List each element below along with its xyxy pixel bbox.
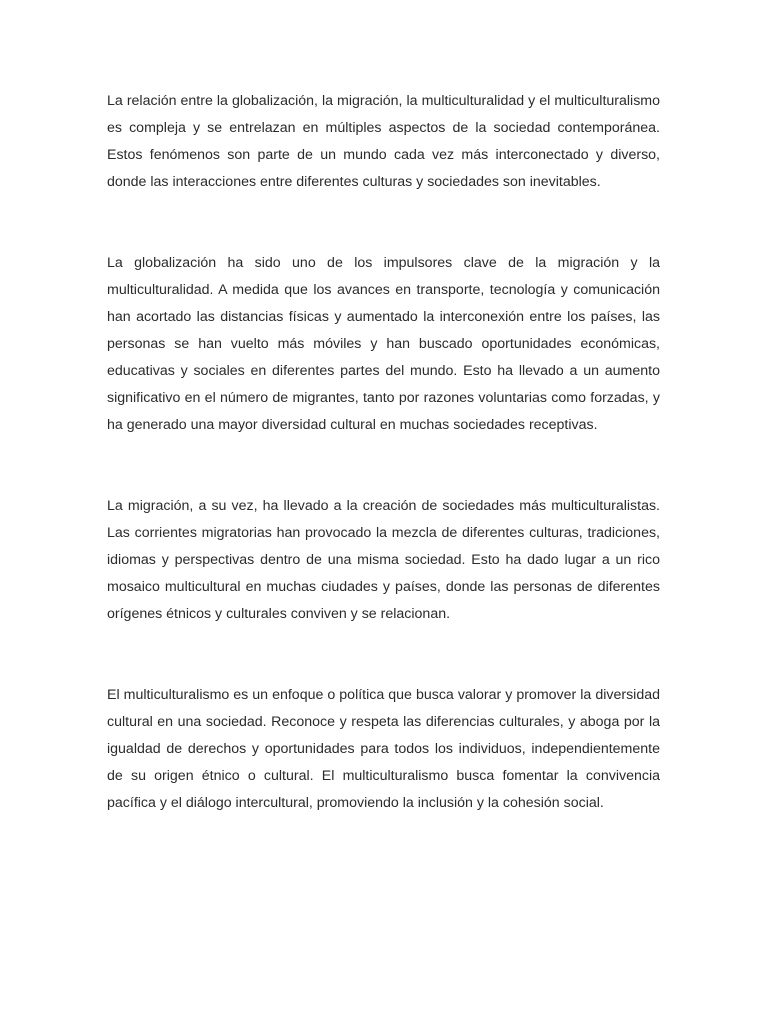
paragraph-multiculturalism-definition: El multiculturalismo es un enfoque o política que busca valorar y promover la diversidad cultural en una sociedad. Reconoce y respeta las diferencias culturales, y aboga por la igualdad de derechos y oportunidades para todos los individuos, independientemente de su origen étnico o cultural. El multiculturalismo busca fomentar la convivencia pacífica y el diálogo intercultural, promoviendo la inclusión y la cohesión social. (107, 687, 660, 811)
paragraph-globalization-intro: La relación entre la globalización, la migración, la multiculturalidad y el multiculturalismo es compleja y se entrelazan en múltiples aspectos de la sociedad contemporánea. Estos fenómenos son parte de un mundo cada vez más interconectado y diverso, donde las interacciones entre diferentes culturas y sociedades son inevitables. (107, 93, 660, 190)
paragraph-globalization-migration: La globalización ha sido uno de los impulsores clave de la migración y la multiculturalidad. A medida que los avances en transporte, tecnología y comunicación han acortado las distancias físicas y aumentado la interconexión entre los países, las personas se han vuelto más móviles y han buscado oportunidades económicas, educativas y sociales en diferentes partes del mundo. Esto ha llevado a un aumento significativo en el número de migrantes, tanto por razones voluntarias como forzadas, y ha generado una mayor diversidad cultural en muchas sociedades receptivas. (107, 255, 660, 433)
paragraph-migration-multiculturalism: La migración, a su vez, ha llevado a la creación de sociedades más multiculturalistas. Las corrientes migratorias han provocado la mezcla de diferentes culturas, tradiciones, idiomas y perspectivas dentro de una misma sociedad. Esto ha dado lugar a un rico mosaico multicultural en muchas ciudades y países, donde las personas de diferentes orígenes étnicos y culturales conviven y se relacionan. (107, 498, 660, 622)
document-body (107, 88, 660, 871)
